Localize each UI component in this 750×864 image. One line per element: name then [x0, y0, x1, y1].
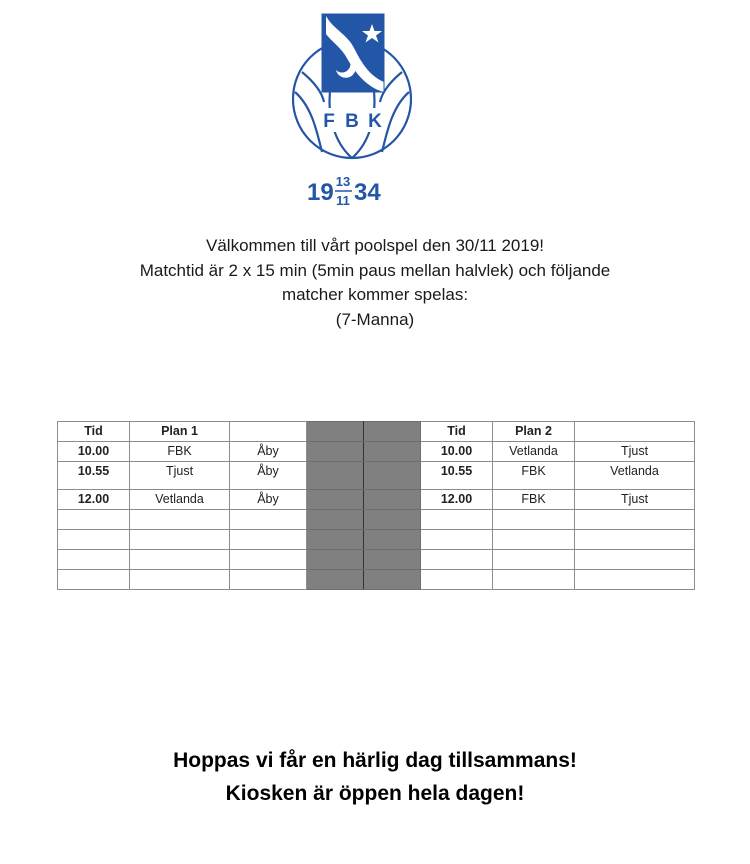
plan2-away-team: [575, 510, 695, 530]
intro-line-format: (7-Manna): [335, 309, 415, 329]
plan2-time: 10.55: [421, 462, 493, 490]
plan1-away-team: [230, 510, 307, 530]
table-header-row: [58, 422, 695, 442]
plan1-away-team: Åby: [230, 462, 307, 490]
plan2-away-team: [575, 530, 695, 550]
logo-letter-f: F: [323, 111, 335, 132]
intro-text: [0, 234, 750, 332]
schedule-table: [57, 421, 695, 590]
plan1-time: [58, 550, 130, 570]
separator-cell: [307, 422, 364, 442]
separator-cell: [307, 530, 364, 550]
separator-cell: [307, 462, 364, 490]
separator-cell: [364, 422, 421, 442]
logo-letter-b: B: [345, 111, 359, 132]
plan2-header: Plan 2: [493, 422, 575, 442]
separator-cell: [364, 462, 421, 490]
intro-line-matches: matcher kommer spelas:: [281, 285, 469, 304]
closing-text: [0, 744, 750, 810]
table-row: [58, 510, 695, 530]
plan1-time: [58, 530, 130, 550]
separator-cell: [307, 442, 364, 462]
separator-cell: [307, 550, 364, 570]
plan2-home-team: [493, 510, 575, 530]
fbk-crest-icon: [292, 12, 412, 212]
plan1-away-header: [230, 422, 307, 442]
plan1-away-team: [230, 550, 307, 570]
separator-cell: [364, 570, 421, 590]
plan1-time: [58, 510, 130, 530]
plan2-home-team: [493, 530, 575, 550]
table-row: [58, 570, 695, 590]
closing-line-kiosk: Kiosken är öppen hela dagen!: [225, 782, 525, 805]
plan2-home-team: FBK: [493, 462, 575, 490]
plan2-home-team: Vetlanda: [493, 442, 575, 462]
club-logo: [292, 12, 412, 212]
plan1-away-team: Åby: [230, 442, 307, 462]
separator-cell: [364, 490, 421, 510]
intro-line-welcome: Välkommen till vårt poolspel den 30/11 2019!: [206, 236, 544, 255]
plan2-time: 12.00: [421, 490, 493, 510]
plan1-home-team: [130, 570, 230, 590]
separator-cell: [364, 530, 421, 550]
plan2-time: [421, 510, 493, 530]
plan2-time: 10.00: [421, 442, 493, 462]
plan1-away-team: Åby: [230, 490, 307, 510]
plan2-home-team: [493, 550, 575, 570]
plan2-away-team: Vetlanda: [575, 462, 695, 490]
plan1-home-team: Vetlanda: [130, 490, 230, 510]
plan2-away-team: [575, 550, 695, 570]
intro-line-matchtime: Matchtid är 2 x 15 min (5min paus mellan halvlek) och följande: [139, 260, 611, 280]
plan2-time: [421, 530, 493, 550]
plan1-time: [58, 570, 130, 590]
separator-cell: [307, 510, 364, 530]
logo-year-denominator: 11: [336, 193, 350, 208]
plan1-away-team: [230, 530, 307, 550]
plan2-home-team: [493, 570, 575, 590]
plan2-home-team: FBK: [493, 490, 575, 510]
separator-cell: [307, 490, 364, 510]
plan2-time: [421, 550, 493, 570]
logo-letter-k: K: [368, 111, 382, 132]
plan1-time-header: Tid: [58, 422, 130, 442]
table-row: [58, 490, 695, 510]
plan1-time: 10.00: [58, 442, 130, 462]
plan2-away-team: [575, 570, 695, 590]
table-row: [58, 442, 695, 462]
separator-cell: [364, 442, 421, 462]
logo-year-numerator: 13: [335, 174, 351, 189]
plan2-time-header: Tid: [421, 422, 493, 442]
plan1-home-team: Tjust: [130, 462, 230, 490]
plan2-away-team: Tjust: [575, 442, 695, 462]
plan1-home-team: FBK: [130, 442, 230, 462]
plan2-time: [421, 570, 493, 590]
plan2-away-header: [575, 422, 695, 442]
separator-cell: [364, 550, 421, 570]
logo-year-left: 19: [307, 179, 334, 206]
plan1-away-team: [230, 570, 307, 590]
plan1-home-team: [130, 550, 230, 570]
plan2-away-team: Tjust: [575, 490, 695, 510]
plan1-time: 12.00: [58, 490, 130, 510]
plan1-home-team: [130, 510, 230, 530]
separator-cell: [364, 510, 421, 530]
separator-cell: [307, 570, 364, 590]
plan1-time: 10.55: [58, 462, 130, 490]
table-row: [58, 530, 695, 550]
closing-line-greeting: Hoppas vi får en härlig dag tillsammans!: [173, 749, 577, 772]
plan1-home-team: [130, 530, 230, 550]
table-row: [58, 462, 695, 490]
table-row: [58, 550, 695, 570]
logo-year-right: 34: [354, 179, 381, 206]
plan1-header: Plan 1: [130, 422, 230, 442]
